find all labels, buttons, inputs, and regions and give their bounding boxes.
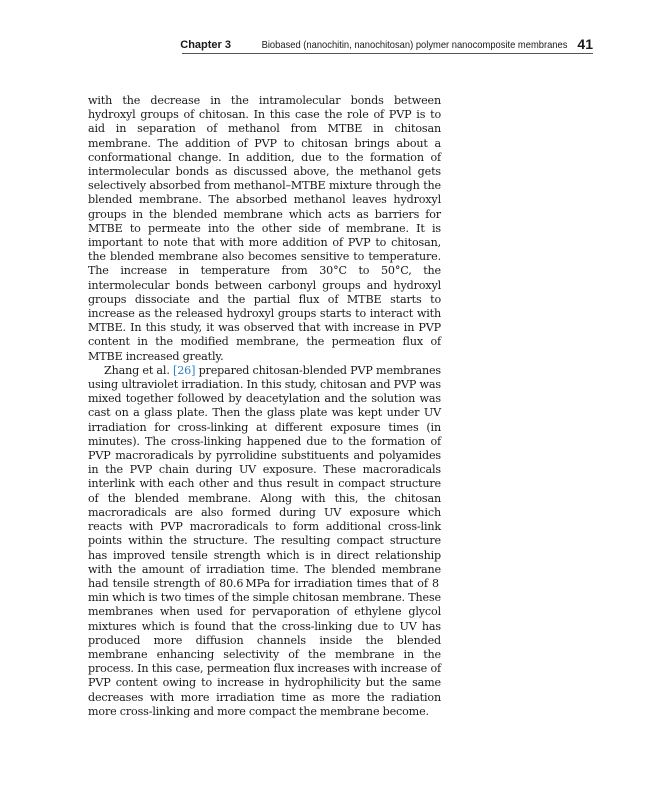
citation-link[interactable]: [26] bbox=[173, 363, 196, 377]
running-head bbox=[50, 34, 593, 51]
body-text bbox=[88, 94, 441, 719]
paragraph-1: with the decrease in the intramolecular bonds between hydroxyl groups of chitosan. In this case the role of PVP is to aid in separation of methanol from MTBE in chitosan membrane. The addition of PVP to chitosan brings about a conformational change. In addition, due to the formation of intermolecular bonds as discussed above, the methanol gets selectively absorbed from methanol–MTBE mixture through the blended membrane. The absorbed methanol leaves hydroxyl groups in the blended membrane which acts as barriers for MTBE to permeate into the other side of membrane. It is important to note that with more addition of PVP to chitosan, the blended membrane also becomes sensitive to temperature. The increase in temperature from 30°C to 50°C, the intermolecular bonds between carbonyl groups and hydroxyl groups dissociate and the partial flux of MTBE starts to increase as the released hydroxyl groups starts to interact with MTBE. In this study, it was observed that with increase in PVP content in the modified membrane, the permeation flux of MTBE increased greatly. bbox=[88, 94, 441, 363]
paragraph-2-text: prepared chitosan-blended PVP membranes using ultraviolet irradiation. In this study, chitosan and PVP was mixed together followed by deacetylation and the solution was cast on a glass plate. Then the glass plate was kept under UV irradiation for cross-linking at different exposure times (in minutes). The cross-linking happened due to the formation of PVP macroradicals by pyrrolidine substituents and polyamides in the PVP chain during UV exposure. These macroradicals interlink with each other and thus result in compact structure of the blended membrane. Along with this, the chitosan macroradicals are also formed during UV exposure which reacts with PVP macroradicals to form additional cross-link points within the structure. The resulting compact structure has improved tensile strength which is in direct relationship with the amount of irradiation time. The blended membrane had tensile strength of 80.6 MPa for irradiation times that of 8 min which is two times of the simple chitosan membrane. These membranes when used for pervaporation of ethylene glycol mixtures which is found that the cross-linking due to UV has produced more diffusion channels inside the blended membrane enhancing selectivity of the membrane in the process. In this case, permeation flux increases with increase of PVP content owing to increase in hydrophilicity but the same decreases with more irradiation time as more the radiation more cross-linking and more compact the membrane become. bbox=[88, 363, 441, 718]
header-rule bbox=[182, 53, 593, 54]
citation-author: Zhang et al. bbox=[104, 363, 170, 377]
chapter-label: Chapter 3 bbox=[180, 39, 231, 51]
page-number: 41 bbox=[577, 36, 593, 52]
chapter-title: Biobased (nanochitin, nanochitosan) polymer nanocomposite membranes bbox=[261, 40, 568, 51]
paragraph-2 bbox=[88, 364, 441, 719]
